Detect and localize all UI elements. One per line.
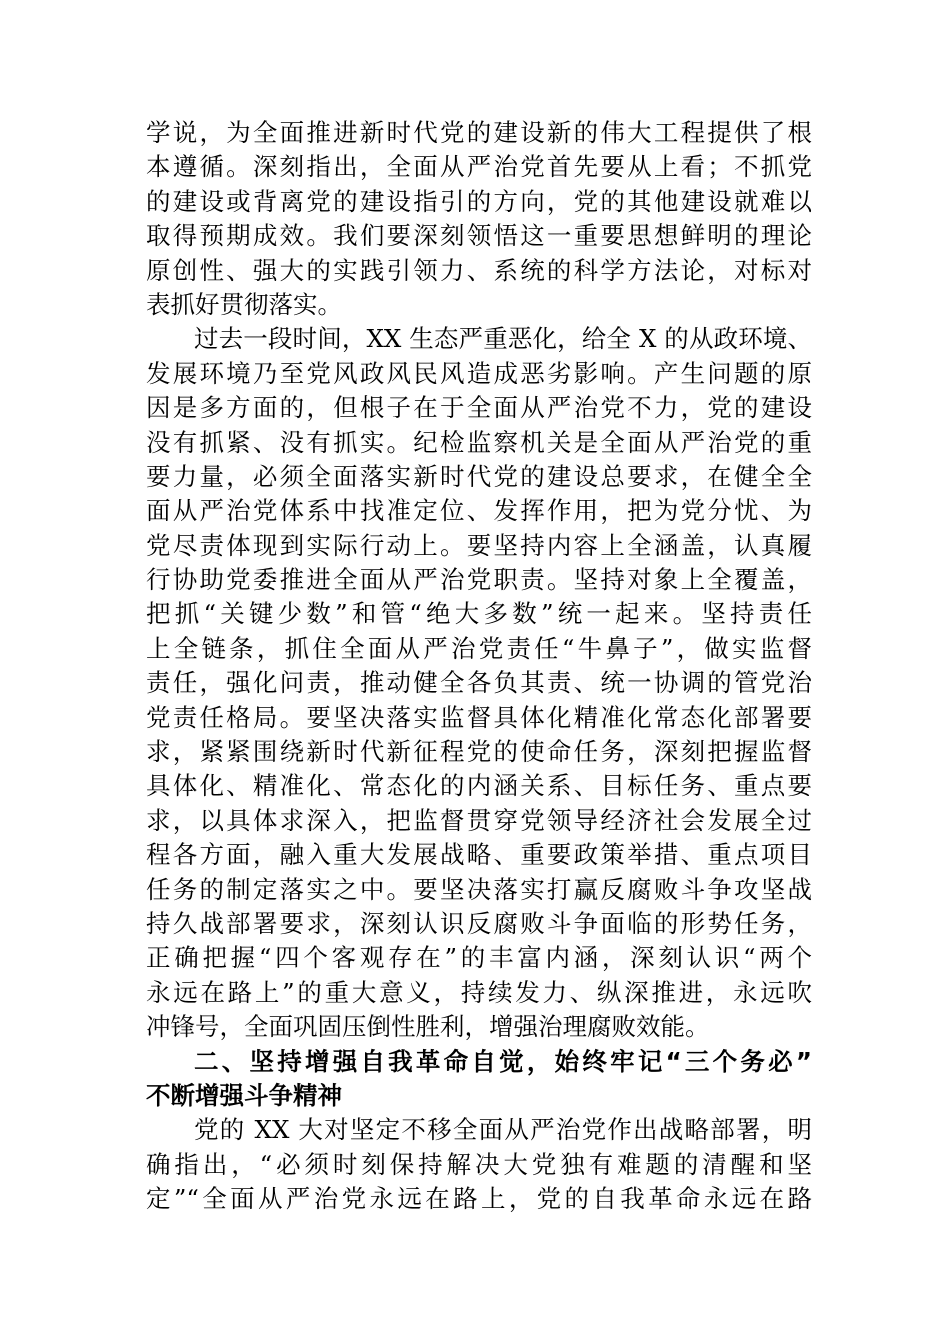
text-line: 党尽责体现到实际行动上。要坚持内容上全涵盖，认真履: [146, 530, 812, 560]
text-line: 面从严治党体系中找准定位、发挥作用，把为党分忧、为: [146, 496, 812, 526]
section-heading: [146, 1045, 812, 1114]
text-line: 把抓“关键少数”和管“绝大多数”统一起来。坚持责任: [146, 599, 812, 629]
text-line: 任务的制定落实之中。要坚决落实打赢反腐败斗争攻坚战: [146, 874, 812, 904]
text-line: 学说，为全面推进新时代党的建设新的伟大工程提供了根: [146, 118, 812, 147]
text-line: 正确把握“四个客观存在”的丰富内涵，深刻认识“两个: [146, 943, 812, 973]
text-line: 没有抓紧、没有抓实。纪检监察机关是全面从严治党的重: [146, 427, 812, 457]
paragraph-2: [146, 322, 812, 1044]
text-line: 表抓好贯彻落实。: [146, 289, 342, 319]
text-line: 发展环境乃至党风政风民风造成恶劣影响。产生问题的原: [146, 358, 812, 388]
text-line: 上全链条，抓住全面从严治党责任“牛鼻子”，做实监督: [146, 633, 812, 663]
text-line: 具体化、精准化、常态化的内涵关系、目标任务、重点要: [146, 771, 812, 801]
text-line: 行协助党委推进全面从严治党职责。坚持对象上全覆盖，: [146, 565, 812, 595]
text-line: 确指出，“必须时刻保持解决大党独有难题的清醒和坚: [146, 1149, 812, 1179]
text-line: 持久战部署要求，深刻认识反腐败斗争面临的形势任务，: [146, 908, 812, 938]
text-line: 党责任格局。要坚决落实监督具体化精准化常态化部署要: [146, 702, 812, 732]
text-line: 责任，强化问责，推动健全各负其责、统一协调的管党治: [146, 668, 812, 698]
text-line: 要力量，必须全面落实新时代党的建设总要求，在健全全: [146, 461, 812, 491]
paragraph-3: [146, 1113, 812, 1216]
text-line: 定”“全面从严治党永远在路上，党的自我革命永远在路: [146, 1184, 812, 1214]
text-line: 永远在路上”的重大意义，持续发力、纵深推进，永远吹: [146, 977, 812, 1007]
text-line: 取得预期成效。我们要深刻领悟这一重要思想鲜明的理论: [146, 221, 812, 251]
text-line: 本遵循。深刻指出，全面从严治党首先要从上看；不抓党: [146, 152, 812, 182]
heading-line: 不断增强斗争精神: [146, 1080, 342, 1110]
text-line: 求，以具体求深入，把监督贯穿党领导经济社会发展全过: [146, 805, 812, 835]
text-line: 因是多方面的，但根子在于全面从严治党不力，党的建设: [146, 393, 812, 423]
text-line: 程各方面，融入重大发展战略、重要政策举措、重点项目: [146, 840, 812, 870]
text-line: 求，紧紧围绕新时代新征程党的使命任务，深刻把握监督: [146, 737, 812, 767]
text-line: 冲锋号，全面巩固压倒性胜利，增强治理腐败效能。: [146, 1012, 710, 1042]
document-page: [146, 116, 812, 1217]
text-line: 党的 XX 大对坚定不移全面从严治党作出战略部署，明: [194, 1115, 812, 1145]
heading-line: 二、坚持增强自我革命自觉，始终牢记“三个务必”: [194, 1046, 812, 1076]
text-line: 的建设或背离党的建设指引的方向，党的其他建设就难以: [146, 186, 812, 216]
paragraph-1: [146, 116, 812, 322]
text-line: 过去一段时间，XX 生态严重恶化，给全 X 的从政环境、: [194, 324, 812, 354]
text-line: 原创性、强大的实践引领力、系统的科学方法论，对标对: [146, 255, 812, 285]
